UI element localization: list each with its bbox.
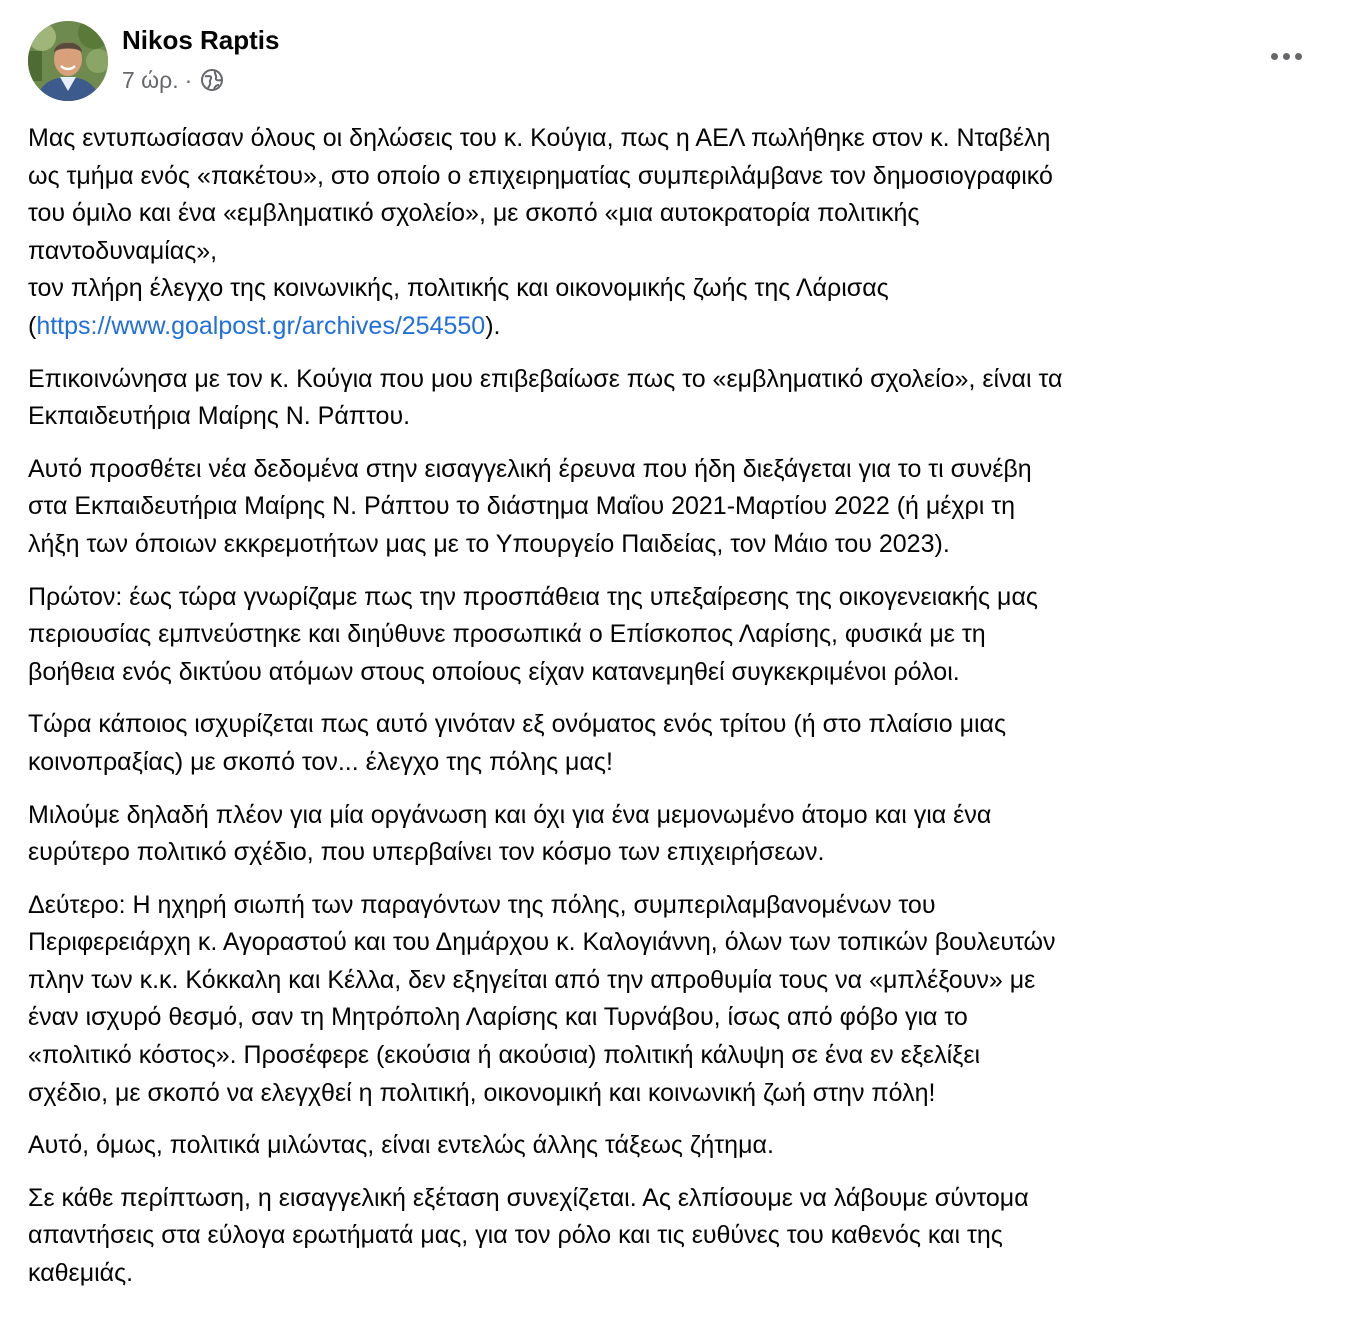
- post-header: [0, 0, 1352, 110]
- post-meta: [122, 64, 224, 96]
- paragraph-line: Μας εντυπωσίασαν όλους οι δηλώσεις του κ. Κούγια, πως η ΑΕΛ πωλήθηκε στον κ. Νταβέλη: [28, 124, 1051, 152]
- paragraph-line: στα Εκπαιδευτήρια Μαίρης Ν. Ράπτου το διάστημα Μαΐου 2021-Μαρτίου 2022 (ή μέχρι τη: [28, 492, 1016, 521]
- post-paragraph: [28, 451, 1328, 564]
- paragraph-line: παντοδυναμίας»,: [28, 236, 218, 265]
- paragraph-line: του όμιλο και ένα «εμβληματικό σχολείο», με σκοπό «μια αυτοκρατορία πολιτικής: [28, 199, 920, 228]
- post-paragraph: [28, 706, 1328, 781]
- avatar[interactable]: [28, 21, 108, 101]
- paragraph-line: κοινοπραξίας) με σκοπό τον... έλεγχο της πόλης μας!: [28, 747, 613, 776]
- post-paragraph: [28, 361, 1328, 436]
- author-name[interactable]: Nikos Raptis: [122, 25, 280, 55]
- paragraph-line: ευρύτερο πολιτικό σχέδιο, που υπερβαίνει τον κόσμο των επιχειρήσεων.: [28, 838, 825, 867]
- more-options-button[interactable]: [1256, 36, 1316, 76]
- post-paragraph: [28, 579, 1328, 692]
- paragraph-line: Περιφερειάρχη κ. Αγοραστού και του Δημάρχου κ. Καλογιάννη, όλων των τοπικών βουλευτών: [28, 928, 1056, 957]
- paragraph-line: Αυτό προσθέτει νέα δεδομένα στην εισαγγελική έρευνα που ήδη διεξάγεται για το τι συνέβη: [28, 454, 1032, 483]
- paragraph-line: βοήθεια ενός δικτύου ατόμων στους οποίους είχαν κατανεμηθεί συγκεκριμένοι ρόλοι.: [28, 657, 960, 686]
- paragraph-line: πλην των κ.κ. Κόκκαλη και Κέλλα, δεν εξηγείται από την απροθυμία τους να «μπλέξουν» με: [28, 965, 1036, 994]
- link-suffix: ).: [485, 311, 501, 340]
- paragraph-line: «πολιτικό κόστος». Προσέφερε (εκούσια ή ακούσια) πολιτική κάλυψη σε ένα εν εξελίξει: [28, 1041, 981, 1070]
- post-body: [28, 120, 1328, 1308]
- paragraph-line: έναν ισχυρό θεσμό, σαν τη Μητρόπολη Λαρίσης και Τυρνάβου, ίσως από φόβο για το: [28, 1003, 968, 1032]
- paragraph-line: καθεμιάς.: [28, 1259, 134, 1288]
- post-paragraph: [28, 1180, 1328, 1293]
- post-paragraph: [28, 797, 1328, 872]
- globe-icon[interactable]: [200, 68, 224, 92]
- paragraph-line: λήξη των όποιων εκκρεμοτήτων μας με το Υπουργείο Παιδείας, τον Μάιο του 2023).: [28, 529, 950, 558]
- link-prefix: (: [28, 311, 37, 340]
- paragraph-line: σχέδιο, με σκοπό να ελεγχθεί η πολιτική, οικονομική και κοινωνική ζωή στην πόλη!: [28, 1078, 936, 1107]
- meta-separator: ·: [184, 66, 193, 93]
- paragraph-line: Εκπαιδευτήρια Μαίρης Ν. Ράπτου.: [28, 402, 411, 431]
- more-options-icon: [1271, 53, 1278, 60]
- post-timestamp[interactable]: 7 ώρ.: [122, 66, 179, 93]
- paragraph-line: Πρώτον: έως τώρα γνωρίζαμε πως την προσπάθεια της υπεξαίρεσης της οικογενειακής μας: [28, 582, 1038, 611]
- goalpost-article-link[interactable]: https://www.goalpost.gr/archives/254550: [36, 311, 486, 340]
- paragraph-line: απαντήσεις στα εύλογα ερωτήματά μας, για τον ρόλο και τις ευθύνες του καθενός και της: [28, 1221, 1003, 1250]
- paragraph-line: Τώρα κάποιος ισχυρίζεται πως αυτό γινόταν εξ ονόματος ενός τρίτου (ή στο πλαίσιο μιας: [28, 710, 1007, 739]
- paragraph-line: Σε κάθε περίπτωση, η εισαγγελική εξέταση συνεχίζεται. Ας ελπίσουμε να λάβουμε σύντομα: [28, 1183, 1029, 1212]
- post-paragraph: [28, 1127, 1328, 1165]
- paragraph-line: [28, 308, 1328, 346]
- post-paragraph: [28, 120, 1328, 346]
- paragraph-line: Αυτό, όμως, πολιτικά μιλώντας, είναι εντελώς άλλης τάξεως ζήτημα.: [28, 1131, 774, 1160]
- paragraph-line: Επικοινώνησα με τον κ. Κούγια που μου επιβεβαίωσε πως το «εμβληματικό σχολείο», είναι τα: [28, 364, 1063, 393]
- paragraph-line: περιουσίας εμπνεύστηκε και διηύθυνε προσωπικά ο Επίσκοπος Λαρίσης, φυσικά με τη: [28, 620, 986, 649]
- post-paragraph: [28, 887, 1328, 1113]
- paragraph-line: τον πλήρη έλεγχο της κοινωνικής, πολιτικής και οικονομικής ζωής της Λάρισας: [28, 274, 889, 303]
- paragraph-line: Μιλούμε δηλαδή πλέον για μία οργάνωση και όχι για ένα μεμονωμένο άτομο και για ένα: [28, 800, 992, 829]
- avatar-photo: [28, 21, 108, 101]
- paragraph-line: ως τμήμα ενός «πακέτου», στο οποίο ο επιχειρηματίας συμπεριλάμβανε τον δημοσιογραφικό: [28, 161, 1053, 190]
- paragraph-line: Δεύτερο: Η ηχηρή σιωπή των παραγόντων της πόλης, συμπεριλαμβανομένων του: [28, 890, 936, 919]
